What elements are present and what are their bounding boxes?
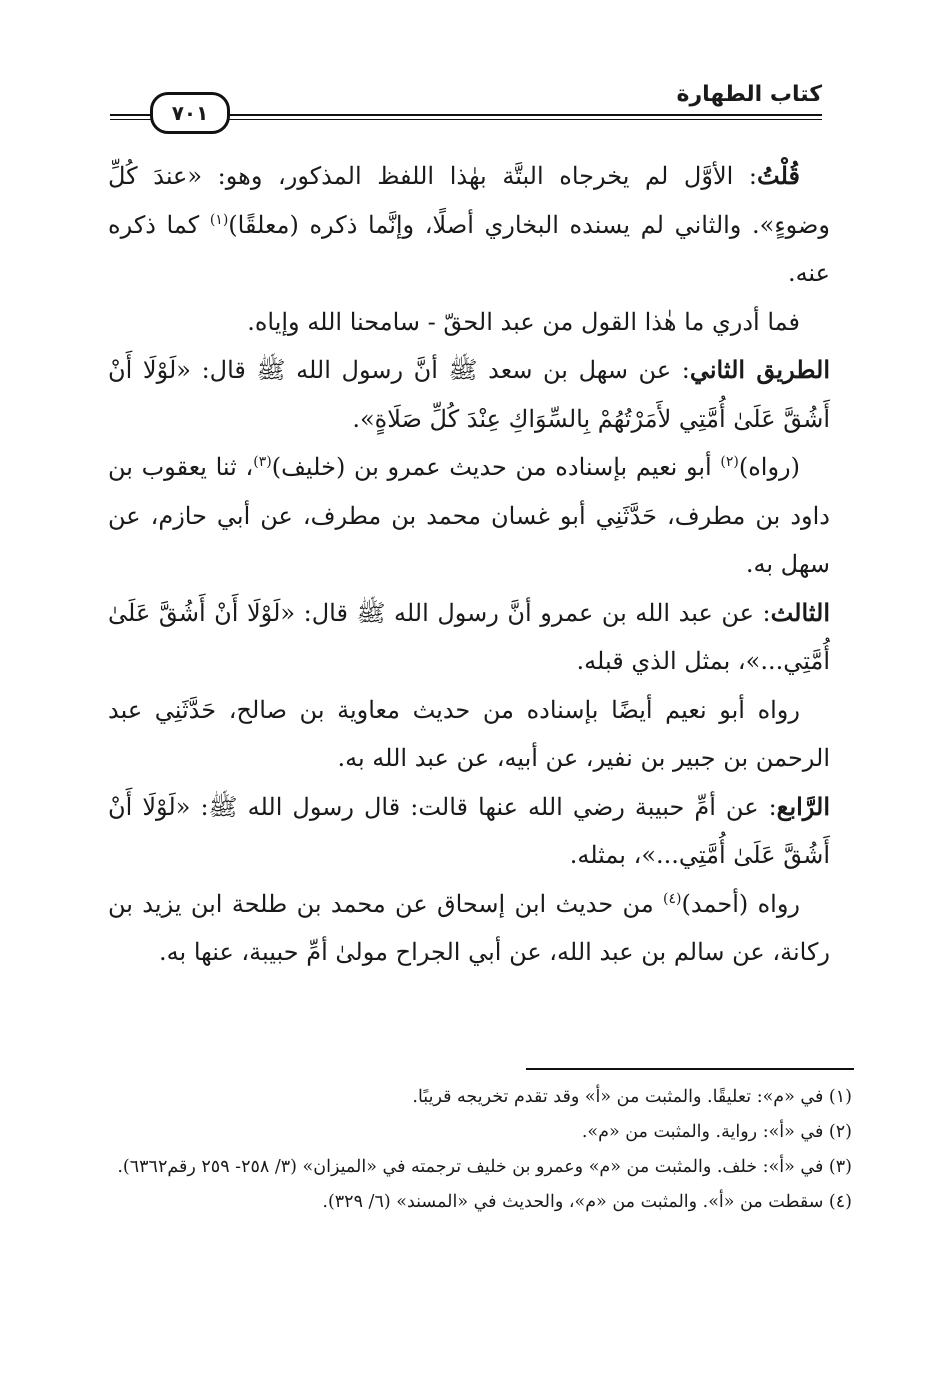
page-number-frame xyxy=(150,92,230,134)
page-header xyxy=(110,78,822,128)
footnotes xyxy=(108,1080,852,1220)
paragraph-2: فما أدري ما هٰذا القول من عبد الحقّ - سامحنا الله وإياه. xyxy=(247,307,800,336)
footnote-separator xyxy=(526,1068,854,1070)
footnote-ref: (٣) xyxy=(253,454,272,470)
paragraph-text: رواه (أحمد) xyxy=(681,889,800,918)
footnote-3: (٣) في «أ»: خلف. والمثبت من «م» وعمرو بن خليف ترجمته في «الميزان» (٣/ ٢٥٨- ٢٥٩ رقم٦٣٦٢). xyxy=(117,1157,852,1177)
paragraph-text: من حديث ابن إسحاق عن محمد بن طلحة ابن يزيد بن ركانة، عن سالم بن عبد الله، عن أبي الجراح مولىٰ أمِّ حبيبة، عنها به. xyxy=(108,889,830,966)
footnote-ref: (٤) xyxy=(663,890,682,907)
footnote-ref: (٢) xyxy=(720,454,739,470)
paragraph-1 xyxy=(108,152,830,298)
paragraph-lead: الثالث xyxy=(770,597,830,627)
paragraph-5 xyxy=(108,589,830,686)
footnote-2: (٢) في «أ»: رواية. والمثبت من «م». xyxy=(581,1122,852,1142)
paragraph-text: (رواه) xyxy=(738,453,800,481)
paragraph-lead: الرَّابع xyxy=(776,791,831,821)
paragraph-4 xyxy=(108,443,830,589)
footnote-1: (١) في «م»: تعليقًا. والمثبت من «أ» وقد تقدم تخريجه قريبًا. xyxy=(412,1087,852,1107)
paragraph-6: رواه أبو نعيم أيضًا بإسناده من حديث معاوية بن صالح، حَدَّثَنِي عبد الرحمن بن جبير بن نفير، عن أبيه، عن عبد الله به. xyxy=(108,695,830,772)
paragraph-text: ، ثنا يعقوب بن داود بن مطرف، حَدَّثَنِي أبو غسان محمد بن مطرف، عن أبي حازم، عن سهل به. xyxy=(108,453,830,578)
body-text xyxy=(108,152,830,977)
paragraph-8 xyxy=(108,880,830,977)
paragraph-lead: الطريق الثاني xyxy=(689,355,831,384)
paragraph-7 xyxy=(108,783,830,880)
paragraph-text: أبو نعيم بإسناده من حديث عمرو بن (خليف) xyxy=(271,453,721,481)
paragraph-text: : عن عبد الله بن عمرو أنَّ رسول الله ﷺ قال: «لَوْلَا أَنْ أَشُقَّ عَلَىٰ أُمَّتِي...»، بمثل الذي قبله. xyxy=(108,598,830,675)
paragraph-text: : عن أمِّ حبيبة رضي الله عنها قالت: قال رسول الله ﷺ: «لَوْلَا أَنْ أَشُقَّ عَلَىٰ أُمَّتِي...»، بمثله. xyxy=(108,792,830,869)
paragraph-lead: قُلْتُ xyxy=(757,161,800,190)
paragraph-text: كما ذكره عنه. xyxy=(108,210,830,287)
footnote-4: (٤) سقطت من «أ». والمثبت من «م»، والحديث في «المسند» (٦/ ٣٢٩). xyxy=(322,1192,852,1212)
running-title: كتاب الطهارة xyxy=(669,82,822,107)
page-number: ٧٠١ xyxy=(171,101,209,125)
footnote-ref: (١) xyxy=(209,211,229,228)
paragraph-text: : عن سهل بن سعد ﷺ أنَّ رسول الله ﷺ قال: «لَوْلَا أَنْ أَشُقَّ عَلَىٰ أُمَّتِي لأَمَرْتُهُمْ بِالسِّوَاكِ عِنْدَ كُلِّ صَلَاةٍ». xyxy=(108,356,830,433)
paragraph-3 xyxy=(108,346,830,443)
paragraph-text: : الأوَّل لم يخرجاه البتَّة بهٰذا اللفظ المذكور، وهو: «عندَ كُلِّ وضوءٍ». والثاني لم يسنده البخاري أصلًا، وإنَّما ذكره (معلقًا) xyxy=(108,162,830,239)
